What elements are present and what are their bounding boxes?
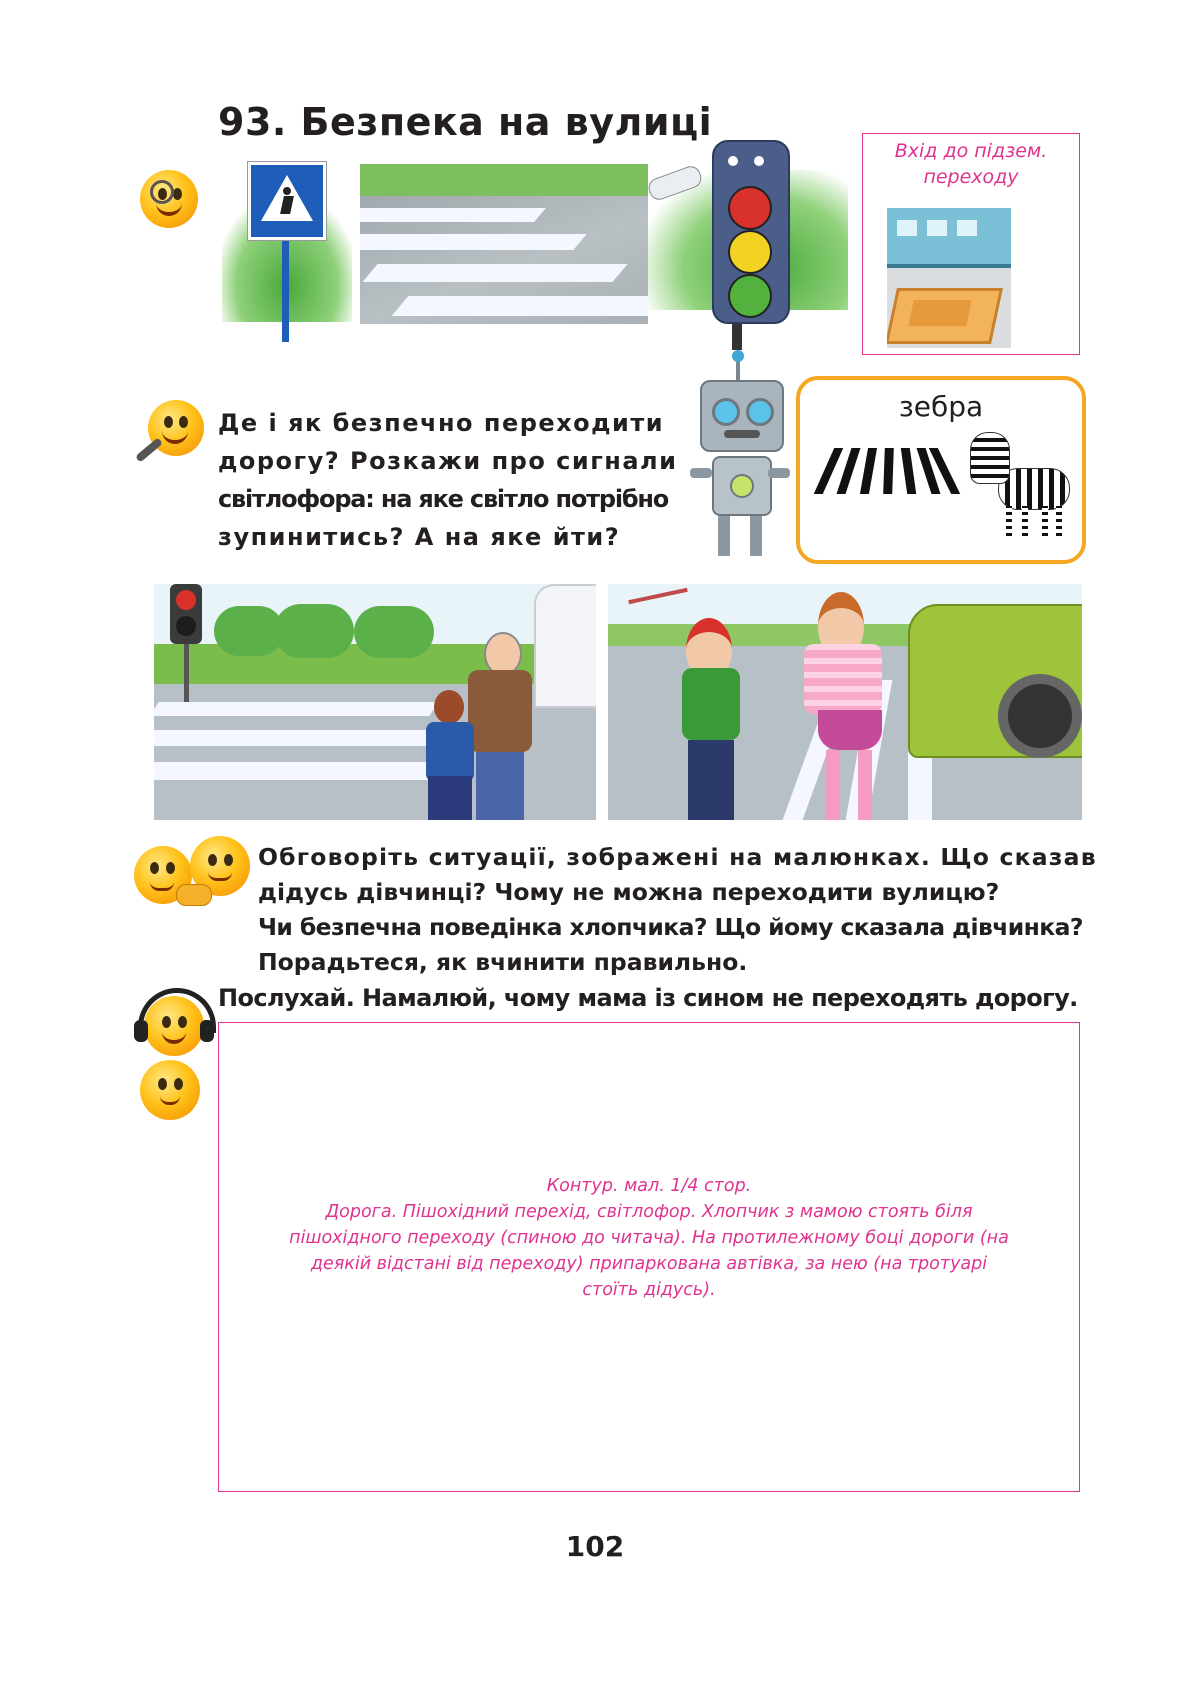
robot-illustration bbox=[684, 356, 794, 566]
question-line: світлофора: на яке світло потрібно bbox=[218, 485, 669, 513]
discussion-line: Порадьтеся, як вчинити правильно. bbox=[258, 948, 748, 976]
listen-instruction: Послухай. Намалюй, чому мама із сином не переходять дорогу. bbox=[218, 984, 1078, 1012]
drawing-note-line: деякій відстані від переходу) припаркована автівка, за нею (на тротуарі bbox=[310, 1254, 988, 1274]
traffic-light-character bbox=[648, 140, 848, 350]
page-title: 93. Безпека на вулиці bbox=[218, 100, 713, 144]
drawing-note-line: пішохідного переходу (спиною до читача). На протилежному боці дороги (на bbox=[289, 1228, 1009, 1248]
zebra-animal-icon bbox=[970, 432, 1074, 544]
question-line: зупинитись? А на яке йти? bbox=[218, 523, 621, 551]
zebra-label: зебра bbox=[898, 390, 984, 423]
question-text bbox=[218, 404, 678, 556]
headphones-smiley-icon bbox=[144, 996, 204, 1056]
page-number: 102 bbox=[565, 1530, 625, 1563]
discussion-text bbox=[258, 840, 1097, 980]
question-line: Де і як безпечно переходити bbox=[218, 409, 665, 437]
discussion-line: дідусь дівчинці? Чому не можна переходити вулицю? bbox=[258, 878, 1000, 906]
pedestrian-sign-illustration bbox=[222, 162, 352, 342]
grandfather-girl-scene bbox=[154, 584, 596, 820]
crosswalk-illustration bbox=[360, 164, 648, 324]
magnifier-smiley-icon bbox=[140, 170, 198, 228]
question-line: дорогу? Розкажи про сигнали bbox=[218, 447, 678, 475]
underground-note-line1: Вхід до підзем. bbox=[894, 140, 1048, 162]
underground-note-line2: переходу bbox=[923, 166, 1019, 188]
drawing-area[interactable] bbox=[218, 1022, 1080, 1492]
underground-passage-box bbox=[862, 133, 1080, 355]
drawing-note-line: Дорога. Пішохідний перехід, світлофор. Хлопчик з мамою стоять біля bbox=[325, 1202, 973, 1222]
pencil-smiley-icon bbox=[140, 1060, 200, 1120]
drawing-note-line: Контур. мал. 1/4 стор. bbox=[546, 1176, 752, 1196]
discussion-line: Обговоріть ситуації, зображені на малюнках. Що сказав bbox=[258, 843, 1097, 871]
zebra-box bbox=[796, 376, 1086, 564]
boy-girl-scene bbox=[608, 584, 1082, 820]
handshake-icon bbox=[176, 884, 212, 906]
zebra-crossing-icon bbox=[814, 448, 954, 494]
discussion-line: Чи безпечна поведінка хлопчика? Що йому сказала дівчинка? bbox=[258, 913, 1083, 941]
drawing-note bbox=[219, 1173, 1079, 1303]
underground-entrance-illustration bbox=[887, 208, 1011, 348]
drawing-note-line: стоїть дідусь). bbox=[582, 1280, 716, 1300]
